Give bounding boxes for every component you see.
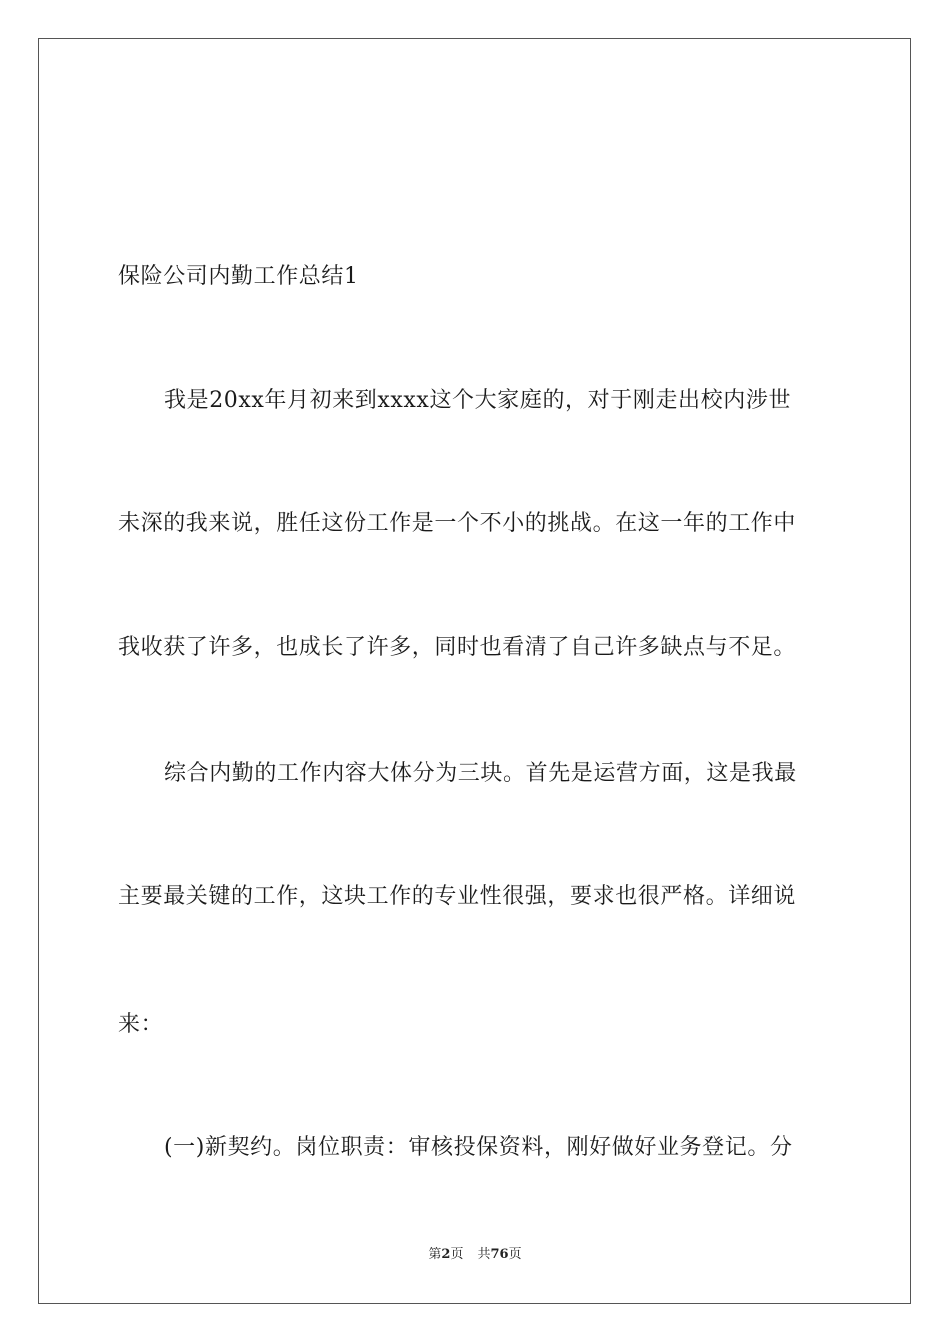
page-prefix: 第 [428, 1247, 442, 1262]
total-prefix: 共 [477, 1247, 491, 1262]
document-title: 保险公司内勤工作总结1 [118, 264, 359, 289]
paragraph-2-line-2: 主要最关键的工作，这块工作的专业性很强，要求也很严格。详细说 [118, 884, 797, 909]
paragraph-3-line-1: (一)新契约。岗位职责：审核投保资料，刚好做好业务登记。分 [164, 1135, 793, 1160]
total-suffix: 页 [508, 1247, 522, 1262]
paragraph-1-line-1: 我是20xx年月初来到xxxx这个大家庭的，对于刚走出校内涉世 [164, 388, 792, 413]
paragraph-1-line-3: 我收获了许多，也成长了许多，同时也看清了自己许多缺点与不足。 [118, 635, 797, 660]
page-footer [0, 1246, 950, 1264]
page-border [38, 38, 911, 1304]
paragraph-2-line-1: 综合内勤的工作内容大体分为三块。首先是运营方面，这是我最 [164, 761, 797, 786]
page-current: 2 [441, 1247, 451, 1262]
paragraph-2-line-3: 来： [118, 1012, 164, 1037]
page-total: 76 [490, 1247, 509, 1262]
page-suffix: 页 [450, 1247, 464, 1262]
paragraph-1-line-2: 未深的我来说，胜任这份工作是一个不小的挑战。在这一年的工作中 [118, 511, 797, 536]
